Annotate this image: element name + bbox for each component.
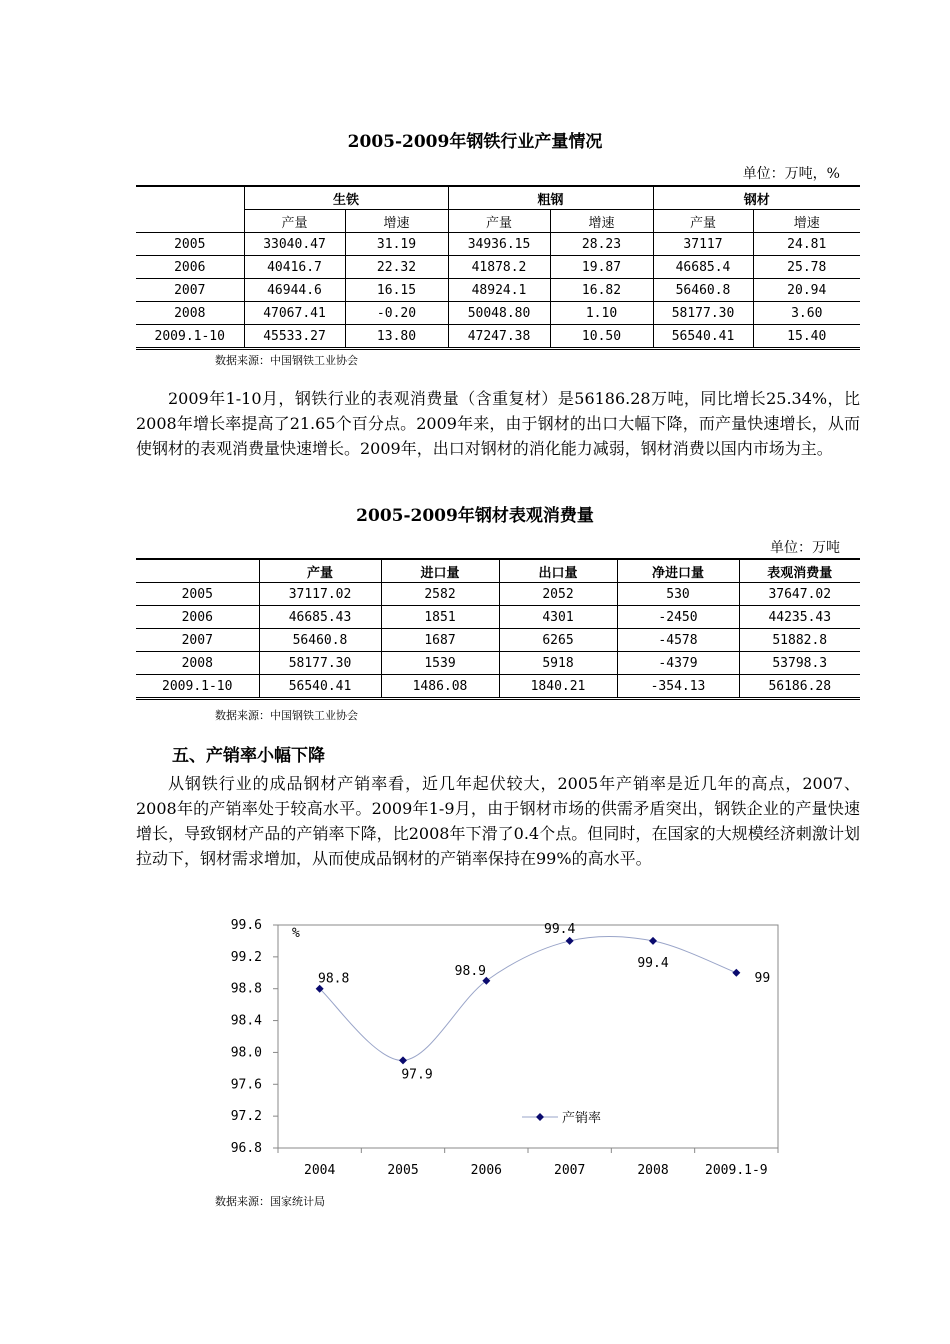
table-cell: 16.82	[550, 279, 653, 302]
y-tick-label: 99.6	[230, 918, 262, 933]
group-header: 钢材	[653, 186, 860, 210]
table-subheader-row	[136, 210, 860, 233]
table-cell: 10.50	[550, 325, 653, 349]
series-line	[320, 936, 737, 1060]
x-tick-label: 2007	[554, 1163, 586, 1178]
table-cell: 1486.08	[381, 675, 499, 699]
x-tick-label: 2008	[637, 1163, 669, 1178]
table-cell: -354.13	[617, 675, 739, 699]
table-cell: 16.15	[345, 279, 448, 302]
table-cell: 46685.4	[653, 256, 753, 279]
data-label: 99.4	[637, 955, 669, 971]
section-heading: 五、产销率小幅下降	[172, 746, 325, 766]
group-header: 生铁	[244, 186, 448, 210]
row-label: 2007	[181, 632, 213, 648]
table-cell: 56460.8	[259, 629, 381, 652]
paragraph-sales-ratio: 从钢铁行业的成品钢材产销率看，近几年起伏较大，2005年产销率是近几年的高点，2007、2008年的产销率处于较高水平。2009年1-9月，由于钢材市场的供需矛盾突出，钢铁企业的产量快速增长，导致钢材产品的产销率下降，比2008年下滑了0.4个点。但同时，在国家的大规模经济刺激计划拉动下，钢材需求增加，从而使成品钢材的产销率保持在99%的高水平。	[136, 774, 860, 868]
table-cell: 37647.02	[739, 583, 860, 606]
data-point-marker	[732, 969, 740, 977]
column-header: 产量	[244, 210, 345, 233]
table2-source: 数据来源：中国钢铁工业协会	[215, 709, 358, 722]
table-row	[136, 325, 860, 349]
y-tick-label: 98.4	[230, 1013, 262, 1029]
table-row	[136, 233, 860, 256]
row-label: 2007	[174, 282, 206, 298]
table-cell: 20.94	[753, 279, 860, 302]
row-label: 2009.1-10	[154, 328, 225, 344]
table-cell: 22.32	[345, 256, 448, 279]
x-tick-label: 2004	[304, 1163, 336, 1178]
data-point-marker	[649, 937, 657, 945]
chart-source: 数据来源：国家统计局	[215, 1195, 325, 1208]
table-cell: 3.60	[753, 302, 860, 325]
row-label: 2008	[174, 305, 206, 321]
table-cell: 28.23	[550, 233, 653, 256]
table-cell: 37117.02	[259, 583, 381, 606]
column-header: 表观消费量	[739, 559, 860, 583]
table-cell: 56540.41	[653, 325, 753, 349]
table-cell: 51882.8	[739, 629, 860, 652]
legend-marker	[536, 1113, 544, 1121]
table-cell: 6265	[499, 629, 617, 652]
y-tick-label: 96.8	[230, 1141, 262, 1156]
row-label: 2006	[181, 609, 213, 625]
row-label: 2005	[181, 586, 213, 602]
table-row	[136, 652, 860, 675]
data-label: 98.9	[454, 963, 486, 979]
table-cell: 56460.8	[653, 279, 753, 302]
table-cell: 41878.2	[448, 256, 550, 279]
row-label: 2005	[174, 236, 206, 252]
data-label: 97.9	[401, 1067, 433, 1083]
table-row	[136, 675, 860, 699]
table-cell: 50048.80	[448, 302, 550, 325]
data-point-marker	[399, 1056, 407, 1064]
production-table	[136, 185, 860, 350]
column-header: 增速	[345, 210, 448, 233]
column-header: 产量	[653, 210, 753, 233]
y-tick-label: 98.0	[230, 1045, 262, 1061]
legend-label: 产销率	[562, 1111, 602, 1126]
table-cell: 15.40	[753, 325, 860, 349]
table-cell: 58177.30	[259, 652, 381, 675]
data-point-marker	[566, 937, 574, 945]
table-cell: 13.80	[345, 325, 448, 349]
table-row	[136, 629, 860, 652]
column-header: 出口量	[499, 559, 617, 583]
table-cell: 1851	[381, 606, 499, 629]
column-header: 增速	[753, 210, 860, 233]
y-tick-label: 99.2	[230, 949, 262, 965]
y-tick-label: 97.6	[230, 1077, 262, 1093]
row-label: 2008	[181, 655, 213, 671]
column-header: 进口量	[381, 559, 499, 583]
column-header: 产量	[259, 559, 381, 583]
table-cell: 37117	[653, 233, 753, 256]
table-cell: -4578	[617, 629, 739, 652]
table-cell: 46685.43	[259, 606, 381, 629]
table-cell: 40416.7	[244, 256, 345, 279]
column-header: 增速	[550, 210, 653, 233]
row-label: 2006	[174, 259, 206, 275]
table-row	[136, 302, 860, 325]
table-row	[136, 583, 860, 606]
table-cell: 530	[617, 583, 739, 606]
table-cell: 47067.41	[244, 302, 345, 325]
consumption-table	[136, 558, 860, 700]
table-cell: 47247.38	[448, 325, 550, 349]
data-label: 99	[754, 970, 771, 986]
table-cell: 58177.30	[653, 302, 753, 325]
y-tick-label: 98.8	[230, 981, 262, 997]
table-cell: 46944.6	[244, 279, 345, 302]
table-cell: 31.19	[345, 233, 448, 256]
x-tick-label: 2005	[387, 1163, 419, 1178]
table-cell: 56186.28	[739, 675, 860, 699]
table-cell: -2450	[617, 606, 739, 629]
table-cell: 2582	[381, 583, 499, 606]
table2-unit: 单位：万吨	[770, 540, 840, 556]
table-cell: 4301	[499, 606, 617, 629]
table-header-row	[136, 186, 860, 210]
y-tick-label: 97.2	[230, 1109, 262, 1125]
table-cell: 53798.3	[739, 652, 860, 675]
table-cell: 19.87	[550, 256, 653, 279]
table-row	[136, 256, 860, 279]
table-cell: 1.10	[550, 302, 653, 325]
table-row	[136, 606, 860, 629]
table1-source: 数据来源：中国钢铁工业协会	[215, 354, 358, 367]
table-cell: 48924.1	[448, 279, 550, 302]
table-cell: 34936.15	[448, 233, 550, 256]
table-row	[136, 279, 860, 302]
table1-unit: 单位：万吨，%	[742, 166, 840, 182]
y-axis-unit: %	[292, 926, 300, 941]
table-cell: 45533.27	[244, 325, 345, 349]
table-cell: 1840.21	[499, 675, 617, 699]
table-cell: -4379	[617, 652, 739, 675]
data-label: 99.4	[544, 921, 576, 937]
paragraph-consumption: 2009年1-10月，钢铁行业的表观消费量（含重复材）是56186.28万吨，同比增长25.34%，比2008年增长率提高了21.65个百分点。2009年来，由于钢材的出口大幅下降，而产量快速增长，从而使钢材的表观消费量快速增长。2009年，出口对钢材的消化能力减弱，钢材消费以国内市场为主。	[136, 389, 860, 458]
data-label: 98.8	[318, 971, 350, 987]
x-tick-label: 2006	[470, 1163, 502, 1178]
table-cell: 2052	[499, 583, 617, 606]
table-cell: 24.81	[753, 233, 860, 256]
table-cell: 5918	[499, 652, 617, 675]
sales-ratio-chart	[200, 910, 800, 1190]
x-tick-label: 2009.1-9	[705, 1163, 768, 1178]
group-header: 粗钢	[448, 186, 653, 210]
table-cell: -0.20	[345, 302, 448, 325]
column-header: 产量	[448, 210, 550, 233]
table-header-row	[136, 559, 860, 583]
table-cell: 1687	[381, 629, 499, 652]
table-cell: 33040.47	[244, 233, 345, 256]
table-cell: 1539	[381, 652, 499, 675]
column-header: 净进口量	[617, 559, 739, 583]
table-cell: 56540.41	[259, 675, 381, 699]
table2-title: 2005-2009年钢材表观消费量	[356, 506, 594, 526]
table-cell: 44235.43	[739, 606, 860, 629]
table-cell: 25.78	[753, 256, 860, 279]
row-label: 2009.1-10	[162, 678, 233, 694]
table1-title: 2005-2009年钢铁行业产量情况	[347, 132, 603, 152]
